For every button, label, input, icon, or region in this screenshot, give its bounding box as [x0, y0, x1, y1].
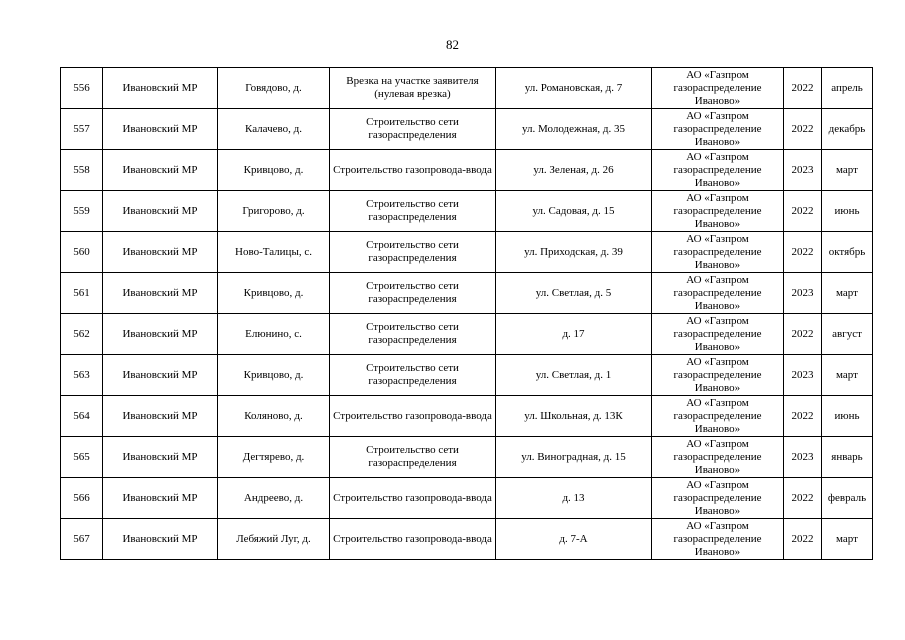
district-cell: Ивановский МР [103, 273, 218, 314]
work-type-cell: Строительство газопровода-ввода [330, 519, 496, 560]
row-number-cell: 556 [61, 68, 103, 109]
year-cell: 2022 [784, 191, 822, 232]
address-cell: ул. Романовская, д. 7 [496, 68, 652, 109]
year-cell: 2022 [784, 109, 822, 150]
organization-cell: АО «Газпром газораспределение Иваново» [652, 519, 784, 560]
settlement-cell: Дегтярево, д. [218, 437, 330, 478]
address-cell: д. 17 [496, 314, 652, 355]
work-type-cell: Строительство сети газораспределения [330, 437, 496, 478]
year-cell: 2022 [784, 396, 822, 437]
table-row [61, 396, 873, 437]
table-row [61, 519, 873, 560]
organization-cell: АО «Газпром газораспределение Иваново» [652, 273, 784, 314]
organization-cell: АО «Газпром газораспределение Иваново» [652, 396, 784, 437]
row-number-cell: 562 [61, 314, 103, 355]
organization-cell: АО «Газпром газораспределение Иваново» [652, 191, 784, 232]
year-cell: 2022 [784, 478, 822, 519]
gasification-table [60, 67, 873, 560]
settlement-cell: Кривцово, д. [218, 150, 330, 191]
month-cell: январь [822, 437, 873, 478]
month-cell: декабрь [822, 109, 873, 150]
work-type-cell: Строительство газопровода-ввода [330, 478, 496, 519]
organization-cell: АО «Газпром газораспределение Иваново» [652, 437, 784, 478]
work-type-cell: Строительство сети газораспределения [330, 109, 496, 150]
row-number-cell: 563 [61, 355, 103, 396]
row-number-cell: 565 [61, 437, 103, 478]
settlement-cell: Кривцово, д. [218, 355, 330, 396]
settlement-cell: Коляново, д. [218, 396, 330, 437]
table-row [61, 437, 873, 478]
work-type-cell: Строительство сети газораспределения [330, 191, 496, 232]
organization-cell: АО «Газпром газораспределение Иваново» [652, 150, 784, 191]
address-cell: д. 7-А [496, 519, 652, 560]
district-cell: Ивановский МР [103, 519, 218, 560]
table-row [61, 68, 873, 109]
year-cell: 2023 [784, 150, 822, 191]
district-cell: Ивановский МР [103, 396, 218, 437]
year-cell: 2022 [784, 232, 822, 273]
row-number-cell: 559 [61, 191, 103, 232]
settlement-cell: Елюнино, с. [218, 314, 330, 355]
year-cell: 2022 [784, 314, 822, 355]
table-row [61, 478, 873, 519]
year-cell: 2022 [784, 68, 822, 109]
settlement-cell: Григорово, д. [218, 191, 330, 232]
row-number-cell: 561 [61, 273, 103, 314]
settlement-cell: Андреево, д. [218, 478, 330, 519]
work-type-cell: Строительство газопровода-ввода [330, 150, 496, 191]
month-cell: февраль [822, 478, 873, 519]
year-cell: 2022 [784, 519, 822, 560]
district-cell: Ивановский МР [103, 191, 218, 232]
district-cell: Ивановский МР [103, 355, 218, 396]
settlement-cell: Калачево, д. [218, 109, 330, 150]
work-type-cell: Строительство сети газораспределения [330, 232, 496, 273]
row-number-cell: 558 [61, 150, 103, 191]
district-cell: Ивановский МР [103, 478, 218, 519]
organization-cell: АО «Газпром газораспределение Иваново» [652, 68, 784, 109]
row-number-cell: 567 [61, 519, 103, 560]
address-cell: ул. Школьная, д. 13К [496, 396, 652, 437]
address-cell: ул. Молодежная, д. 35 [496, 109, 652, 150]
work-type-cell: Строительство сети газораспределения [330, 273, 496, 314]
settlement-cell: Кривцово, д. [218, 273, 330, 314]
organization-cell: АО «Газпром газораспределение Иваново» [652, 478, 784, 519]
work-type-cell: Строительство сети газораспределения [330, 314, 496, 355]
month-cell: апрель [822, 68, 873, 109]
address-cell: ул. Приходская, д. 39 [496, 232, 652, 273]
row-number-cell: 560 [61, 232, 103, 273]
work-type-cell: Врезка на участке заявителя (нулевая врезка) [330, 68, 496, 109]
settlement-cell: Ново-Талицы, с. [218, 232, 330, 273]
organization-cell: АО «Газпром газораспределение Иваново» [652, 314, 784, 355]
district-cell: Ивановский МР [103, 109, 218, 150]
table-row [61, 232, 873, 273]
month-cell: октябрь [822, 232, 873, 273]
table-row [61, 191, 873, 232]
year-cell: 2023 [784, 273, 822, 314]
organization-cell: АО «Газпром газораспределение Иваново» [652, 355, 784, 396]
table-row [61, 109, 873, 150]
address-cell: ул. Зеленая, д. 26 [496, 150, 652, 191]
month-cell: март [822, 519, 873, 560]
district-cell: Ивановский МР [103, 232, 218, 273]
organization-cell: АО «Газпром газораспределение Иваново» [652, 109, 784, 150]
table-row [61, 355, 873, 396]
row-number-cell: 557 [61, 109, 103, 150]
settlement-cell: Говядово, д. [218, 68, 330, 109]
table-row [61, 150, 873, 191]
address-cell: ул. Светлая, д. 5 [496, 273, 652, 314]
year-cell: 2023 [784, 437, 822, 478]
address-cell: ул. Светлая, д. 1 [496, 355, 652, 396]
table-row [61, 314, 873, 355]
row-number-cell: 564 [61, 396, 103, 437]
settlement-cell: Лебяжий Луг, д. [218, 519, 330, 560]
table-body [61, 68, 873, 560]
page-number: 82 [446, 37, 459, 52]
month-cell: июнь [822, 396, 873, 437]
organization-cell: АО «Газпром газораспределение Иваново» [652, 232, 784, 273]
row-number-cell: 566 [61, 478, 103, 519]
address-cell: ул. Садовая, д. 15 [496, 191, 652, 232]
table-row [61, 273, 873, 314]
month-cell: март [822, 273, 873, 314]
month-cell: июнь [822, 191, 873, 232]
year-cell: 2023 [784, 355, 822, 396]
month-cell: март [822, 355, 873, 396]
work-type-cell: Строительство газопровода-ввода [330, 396, 496, 437]
district-cell: Ивановский МР [103, 68, 218, 109]
work-type-cell: Строительство сети газораспределения [330, 355, 496, 396]
month-cell: март [822, 150, 873, 191]
district-cell: Ивановский МР [103, 314, 218, 355]
month-cell: август [822, 314, 873, 355]
district-cell: Ивановский МР [103, 150, 218, 191]
address-cell: д. 13 [496, 478, 652, 519]
address-cell: ул. Виноградная, д. 15 [496, 437, 652, 478]
district-cell: Ивановский МР [103, 437, 218, 478]
